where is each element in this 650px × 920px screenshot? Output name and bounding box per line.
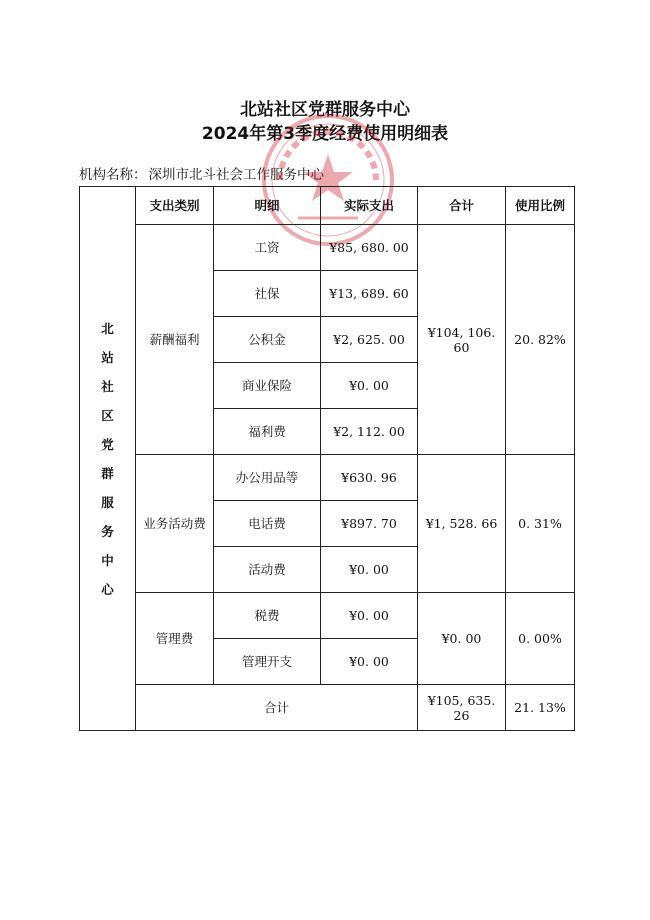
org-label: 机构名称： — [79, 167, 147, 183]
org-line — [79, 163, 324, 183]
category-cell: 管理费 — [136, 593, 214, 685]
header-category: 支出类别 — [136, 187, 214, 225]
sidebar-char: 区 — [101, 407, 114, 423]
subtotal-cell: ¥104, 106. 60 — [418, 225, 506, 455]
sidebar-char: 务 — [101, 523, 114, 539]
subtotal-cell: ¥1, 528. 66 — [418, 455, 506, 593]
amount-cell: ¥630. 96 — [321, 455, 418, 501]
sidebar-char: 中 — [101, 552, 114, 568]
amount-cell: ¥13, 689. 60 — [321, 271, 418, 317]
detail-cell: 公积金 — [214, 317, 321, 363]
header-subtotal: 合计 — [418, 187, 506, 225]
table-header-row — [80, 187, 575, 225]
category-cell: 薪酬福利 — [136, 225, 214, 455]
sidebar-char: 群 — [101, 465, 114, 481]
sidebar-text — [80, 314, 135, 604]
detail-cell: 活动费 — [214, 547, 321, 593]
amount-cell: ¥0. 00 — [321, 639, 418, 685]
sidebar-char: 服 — [101, 494, 114, 510]
category-cell: 业务活动费 — [136, 455, 214, 593]
total-ratio: 21. 13% — [506, 685, 575, 731]
header-actual: 实际支出 — [321, 187, 418, 225]
table-row — [80, 225, 575, 271]
sidebar-char: 社 — [101, 378, 114, 394]
ratio-cell: 0. 31% — [506, 455, 575, 593]
total-amount: ¥105, 635. 26 — [418, 685, 506, 731]
sidebar-char: 心 — [101, 581, 114, 597]
sidebar-org-label — [80, 187, 136, 731]
detail-cell: 工资 — [214, 225, 321, 271]
subtotal-cell: ¥0. 00 — [418, 593, 506, 685]
ratio-cell: 20. 82% — [506, 225, 575, 455]
detail-cell: 办公用品等 — [214, 455, 321, 501]
amount-cell: ¥897. 70 — [321, 501, 418, 547]
table-row — [80, 593, 575, 639]
detail-cell: 福利费 — [214, 409, 321, 455]
detail-cell: 管理开支 — [214, 639, 321, 685]
detail-cell: 电话费 — [214, 501, 321, 547]
ratio-cell: 0. 00% — [506, 593, 575, 685]
amount-cell: ¥2, 112. 00 — [321, 409, 418, 455]
sidebar-char: 党 — [101, 436, 114, 452]
amount-cell: ¥0. 00 — [321, 593, 418, 639]
amount-cell: ¥2, 625. 00 — [321, 317, 418, 363]
detail-cell: 商业保险 — [214, 363, 321, 409]
header-detail: 明细 — [214, 187, 321, 225]
org-name: 深圳市北斗社会工作服务中心 — [148, 167, 324, 183]
amount-cell: ¥85, 680. 00 — [321, 225, 418, 271]
table-row — [80, 455, 575, 501]
total-row — [80, 685, 575, 731]
sidebar-char: 站 — [101, 349, 114, 365]
detail-cell: 税费 — [214, 593, 321, 639]
expense-table — [79, 186, 575, 731]
sidebar-char: 北 — [101, 320, 114, 336]
amount-cell: ¥0. 00 — [321, 547, 418, 593]
amount-cell: ¥0. 00 — [321, 363, 418, 409]
total-label: 合计 — [136, 685, 418, 731]
header-ratio: 使用比例 — [506, 187, 575, 225]
document-subtitle: 2024年第3季度经费使用明细表 — [201, 124, 449, 144]
document-title: 北站社区党群服务中心 — [240, 100, 410, 120]
detail-cell: 社保 — [214, 271, 321, 317]
